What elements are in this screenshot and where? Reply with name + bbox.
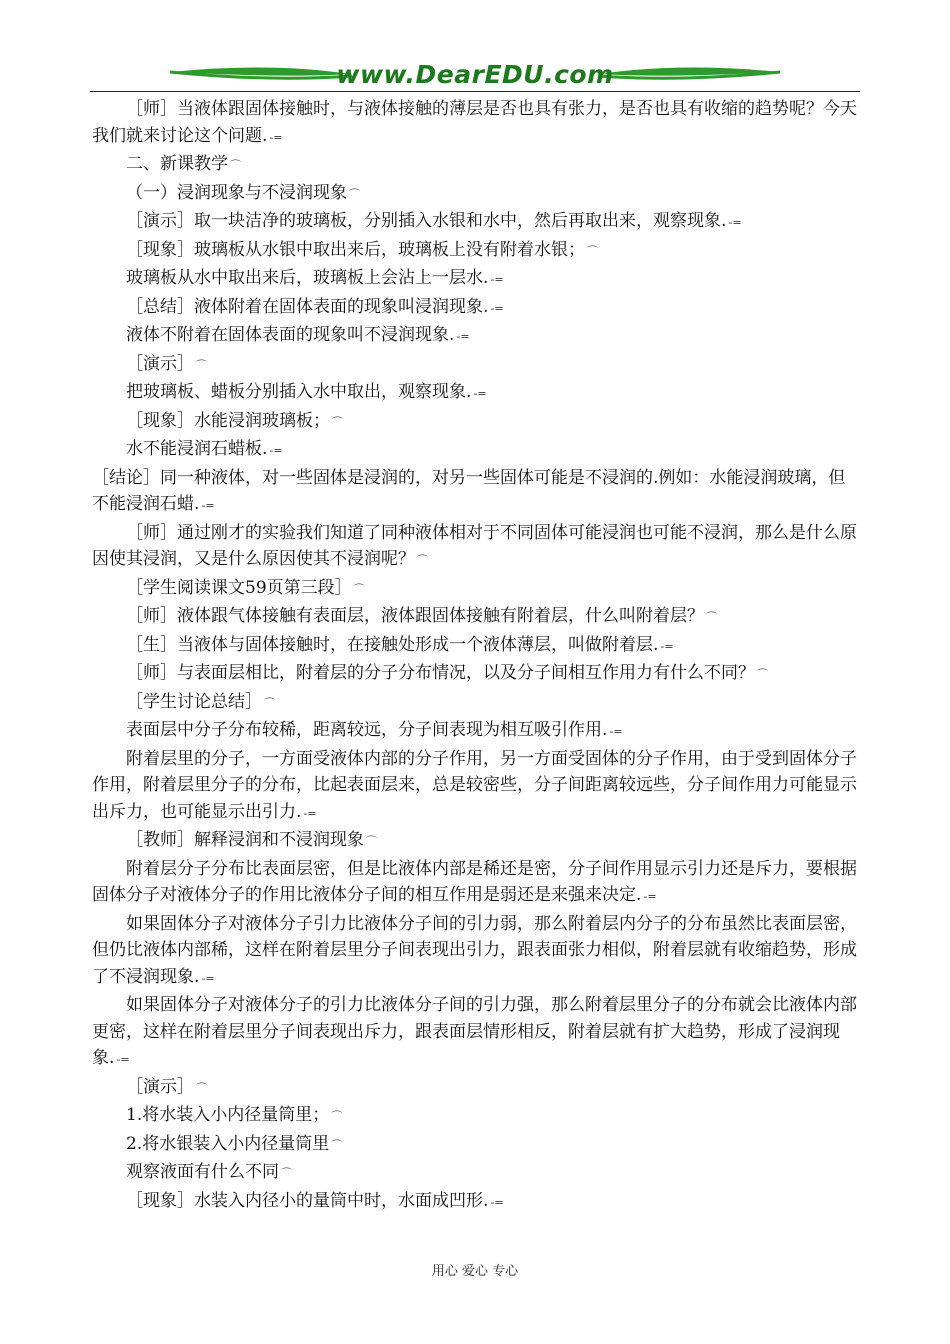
paragraph bbox=[92, 575, 860, 604]
paragraph-text: ［现象］水能浸润玻璃板； bbox=[126, 410, 330, 431]
paragraph-text: ［现象］玻璃板从水银中取出来后，玻璃板上没有附着水银； bbox=[126, 239, 585, 260]
paragraph-mark-icon: ⌒ bbox=[281, 1167, 292, 1180]
paragraph-mark-icon: ⌒ bbox=[353, 582, 365, 596]
paragraph-mark-icon: ⌒ bbox=[349, 187, 360, 201]
paragraph-text: 1.将水装入小内径量筒里； bbox=[126, 1105, 330, 1125]
paragraph-mark-icon: ⌒ bbox=[331, 1110, 343, 1123]
paragraph-text: ［师］液体跟气体接触有表面层，液体跟固体接触有附着层，什么叫附着层？ bbox=[126, 606, 704, 626]
site-header-banner bbox=[90, 58, 860, 92]
paragraph-mark-icon: -= bbox=[201, 971, 215, 985]
paragraph-mark-icon: ⌒ bbox=[264, 696, 275, 710]
paragraph bbox=[92, 992, 860, 1074]
paragraph bbox=[92, 465, 860, 520]
paragraph-text: ［演示］取一块洁净的玻璃板，分别插入水银和水中，然后再取出来，观察现象. bbox=[126, 211, 727, 231]
paragraph-text: ［结论］同一种液体，对一些固体是浸润的，对另一些固体可能是不浸润的.例如：水能浸润玻璃，但不能浸润石蜡. bbox=[92, 467, 846, 514]
paragraph-text: 2.将水银装入小内径量筒里 bbox=[126, 1133, 330, 1154]
paragraph-mark-icon: -= bbox=[490, 273, 504, 286]
paragraph bbox=[92, 180, 860, 209]
paragraph-mark-icon: ⌒ bbox=[332, 415, 343, 429]
paragraph bbox=[92, 1131, 860, 1160]
paragraph bbox=[92, 520, 860, 575]
paragraph-mark-icon: -= bbox=[473, 387, 487, 400]
paragraph bbox=[92, 1188, 860, 1217]
paragraph bbox=[92, 436, 860, 465]
page-footer: 用心 爱心 专心 bbox=[431, 1264, 519, 1279]
paragraph bbox=[92, 660, 860, 689]
paragraph-mark-icon: -= bbox=[303, 806, 317, 820]
paragraph bbox=[92, 294, 860, 323]
paragraph bbox=[92, 1074, 860, 1103]
paragraph bbox=[92, 603, 860, 632]
paragraph-text: ［师］与表面层相比，附着层的分子分布情况，以及分子间相互作用力有什么不同？ bbox=[126, 663, 755, 683]
paragraph-text: ［生］当液体与固体接触时，在接触处形成一个液体薄层，叫做附着层. bbox=[126, 634, 659, 655]
paragraph-text: 把玻璃板、蜡板分别插入水中取出，观察现象. bbox=[126, 382, 472, 402]
paragraph bbox=[92, 151, 860, 180]
paragraph-text: 如果固体分子对液体分子引力比液体分子间的引力弱，那么附着层内分子的分布虽然比表面层密，但仍比液体内部稀，这样在附着层里分子间表现出引力，跟表面张力相似，附着层就有收缩趋势，形成了不浸润现象. bbox=[92, 913, 857, 987]
paragraph-mark-icon: -= bbox=[660, 639, 674, 653]
paragraph-mark-icon: -= bbox=[643, 890, 657, 903]
paragraph-text: （一）浸润现象与不浸润现象 bbox=[126, 182, 347, 203]
paragraph-text: ［现象］水装入内径小的量筒中时，水面成凹形. bbox=[126, 1190, 489, 1211]
paragraph-text: 玻璃板从水中取出来后，玻璃板上会沾上一层水. bbox=[126, 268, 489, 288]
paragraph bbox=[92, 689, 860, 718]
paragraph-text: 表面层中分子分布较稀，距离较远，分子间表现为相互吸引作用. bbox=[126, 720, 608, 740]
paragraph bbox=[92, 237, 860, 266]
paragraph-mark-icon: ⌒ bbox=[757, 668, 768, 681]
paragraph-mark-icon: -= bbox=[201, 499, 215, 512]
paragraph-mark-icon: ⌒ bbox=[417, 554, 428, 567]
paragraph-text: ［演示］ bbox=[126, 353, 194, 374]
document-body bbox=[92, 96, 860, 1216]
site-logo-text: www.DearEDU.com bbox=[336, 60, 614, 89]
paragraph bbox=[92, 265, 860, 294]
paragraph-mark-icon: -= bbox=[456, 330, 470, 343]
paragraph bbox=[92, 379, 860, 408]
paragraph bbox=[92, 96, 860, 151]
paragraph bbox=[92, 632, 860, 661]
paragraph bbox=[92, 746, 860, 828]
paragraph-mark-icon: -= bbox=[116, 1053, 130, 1066]
paragraph-text: 附着层分子分布比表面层密，但是比液体内部是稀还是密，分子间作用显示引力还是斥力，要根据固体分子对液体分子的作用比液体分子间的相互作用是弱还是来强来决定. bbox=[92, 858, 857, 905]
paragraph-mark-icon: ⌒ bbox=[331, 1138, 343, 1152]
paragraph-text: 液体不附着在固体表面的现象叫不浸润现象. bbox=[126, 325, 455, 345]
paragraph-mark-icon: ⌒ bbox=[587, 244, 598, 258]
paragraph-text: ［总结］液体附着在固体表面的现象叫浸润现象. bbox=[126, 296, 489, 317]
paragraph-mark-icon: ⌒ bbox=[706, 611, 717, 624]
paragraph-text: 附着层里的分子，一方面受液体内部的分子作用，另一方面受固体的分子作用，由于受到固体分子作用，附着层里分子的分布，比起表面层来，总是较密些，分子间距离较远些，分子间作用力可能显示出斥力，也可能显示出引力. bbox=[92, 748, 857, 822]
paragraph-mark-icon: -= bbox=[269, 444, 283, 457]
paragraph-text: ［师］当液体跟固体接触时，与液体接触的薄层是否也具有张力，是否也具有收缩的趋势呢？今天我们就来讨论这个问题. bbox=[92, 99, 857, 146]
paragraph-mark-icon: ⌒ bbox=[196, 1081, 207, 1095]
paragraph-text: ［演示］ bbox=[126, 1076, 194, 1097]
paragraph bbox=[92, 408, 860, 437]
paragraph bbox=[92, 351, 860, 380]
paragraph-mark-icon: -= bbox=[269, 130, 283, 144]
paragraph-mark-icon: ⌒ bbox=[196, 358, 207, 372]
paragraph-mark-icon: -= bbox=[609, 725, 623, 738]
paragraph-mark-icon: -= bbox=[728, 216, 742, 229]
paragraph-text: 水不能浸润石蜡板. bbox=[126, 439, 268, 459]
header-divider bbox=[90, 91, 860, 92]
paragraph-text: ［学生阅读课文59页第三段］ bbox=[126, 577, 352, 598]
paragraph-mark-icon: -= bbox=[490, 301, 504, 315]
paragraph-mark-icon: ⌒ bbox=[230, 159, 241, 172]
paragraph-text: ［教师］解释浸润和不浸润现象 bbox=[126, 830, 364, 850]
paragraph bbox=[92, 208, 860, 237]
paragraph-text: ［师］通过刚才的实验我们知道了同种液体相对于不同固体可能浸润也可能不浸润，那么是什么原因使其浸润，又是什么原因使其不浸润呢？ bbox=[92, 522, 857, 569]
paragraph bbox=[92, 322, 860, 351]
paragraph-text: 二、新课教学 bbox=[126, 154, 228, 174]
paragraph bbox=[92, 717, 860, 746]
paragraph-text: ［学生讨论总结］ bbox=[126, 691, 262, 712]
paragraph bbox=[92, 911, 860, 993]
paragraph bbox=[92, 856, 860, 911]
paragraph bbox=[92, 1102, 860, 1131]
paragraph-text: 如果固体分子对液体分子的引力比液体分子间的引力强，那么附着层里分子的分布就会比液体内部更密，这样在附着层里分子间表现出斥力，跟表面层情形相反，附着层就有扩大趋势，形成了浸润现象. bbox=[92, 995, 857, 1068]
paragraph-mark-icon: -= bbox=[490, 1195, 504, 1209]
paragraph-text: 观察液面有什么不同 bbox=[126, 1162, 279, 1182]
paragraph-mark-icon: ⌒ bbox=[366, 835, 377, 848]
paragraph bbox=[92, 1159, 860, 1188]
paragraph bbox=[92, 827, 860, 856]
